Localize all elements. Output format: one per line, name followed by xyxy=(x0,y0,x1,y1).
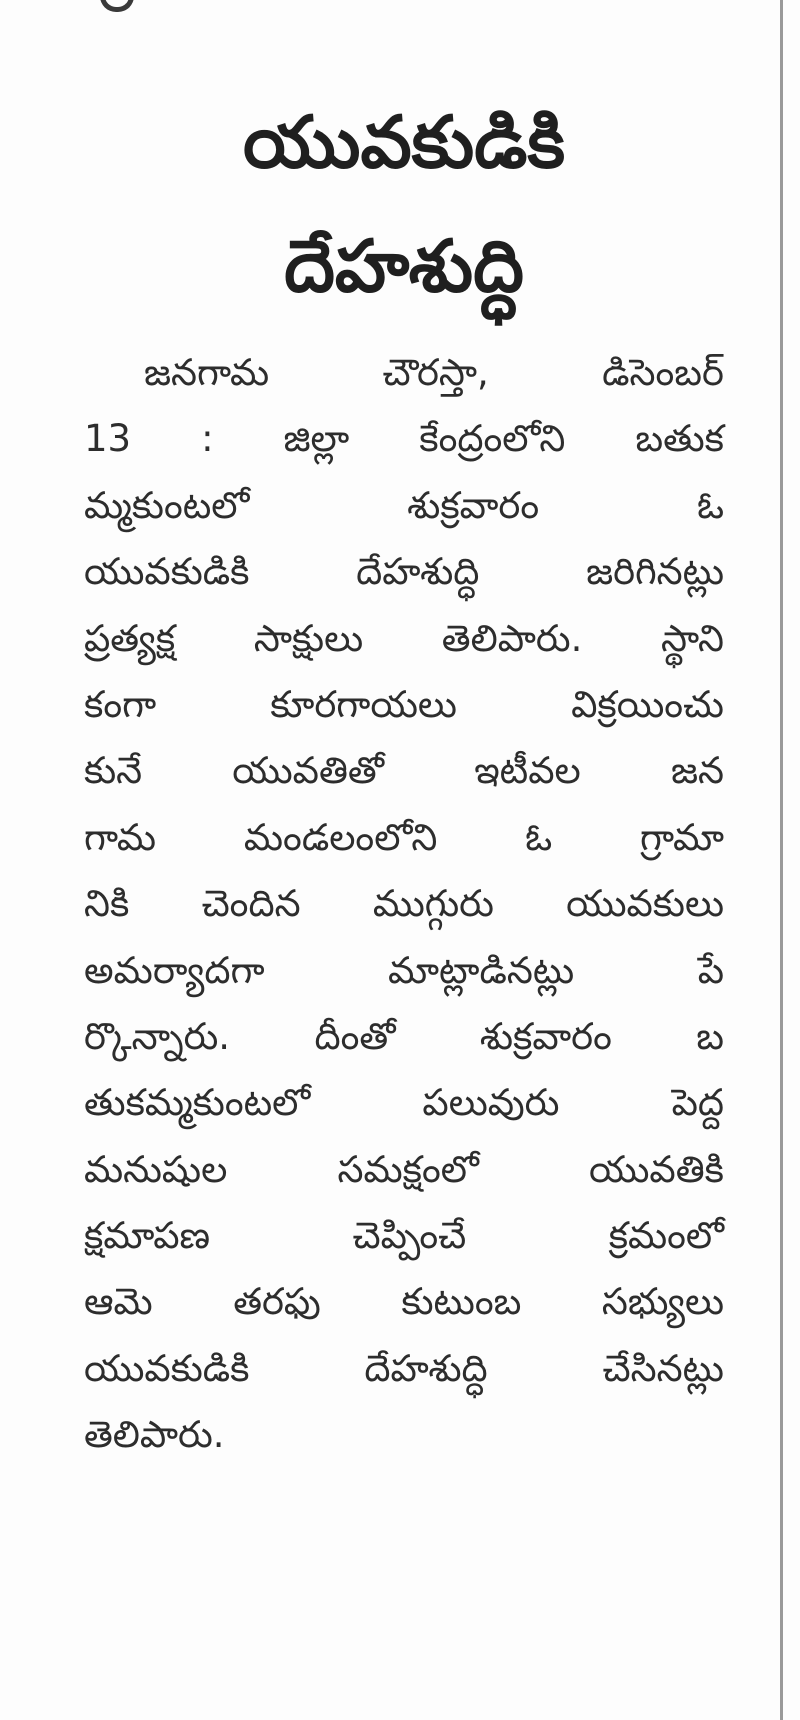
column-rule xyxy=(780,0,783,1720)
article-headline xyxy=(84,80,724,328)
body-line: జనగామ చౌరస్తా, డిసెంబర్ xyxy=(144,351,724,394)
headline-line-2: దేహశుద్ధి xyxy=(284,224,524,308)
previous-article-fragment xyxy=(100,0,134,12)
body-line: తెలిపారు. xyxy=(84,1413,225,1457)
body-line: కంగా కూరగాయలు విక్రయించు xyxy=(84,682,724,726)
body-line: ఆమె తరఫు కుటుంబ సభ్యులు xyxy=(84,1280,724,1324)
body-line: అమర్యాదగా మాట్లాడినట్లు పే xyxy=(84,948,724,992)
body-line: మ్మకుంటలో శుక్రవారం ఓ xyxy=(84,483,724,527)
body-line: నికి చెందిన ముగ్గురు యువకులు xyxy=(84,882,724,926)
headline-line-1: యువకుడికి xyxy=(242,100,566,184)
body-line: క్షమాపణ చెప్పించే క్రమంలో xyxy=(84,1214,724,1258)
body-line: ర్కొన్నారు. దీంతో శుక్రవారం బ xyxy=(84,1014,724,1058)
body-line: గామ మండలంలోని ఓ గ్రామా xyxy=(84,815,724,859)
body-line: యువకుడికి దేహశుద్ధి చేసినట్లు xyxy=(84,1346,724,1390)
body-line: తుకమ్మకుంటలో పలువురు పెద్ద xyxy=(84,1081,724,1125)
article-body xyxy=(84,340,724,1469)
body-line: యువకుడికి దేహశుద్ధి జరిగినట్లు xyxy=(84,550,724,594)
body-line: 13 : జిల్లా కేంద్రంలోని బతుక xyxy=(84,417,724,461)
body-line: మనుషుల సమక్షంలో యువతికి xyxy=(84,1147,724,1191)
body-line: ప్రత్యక్ష సాక్షులు తెలిపారు. స్థాని xyxy=(84,616,724,660)
body-line: కునే యువతితో ఇటీవల జన xyxy=(84,749,724,793)
